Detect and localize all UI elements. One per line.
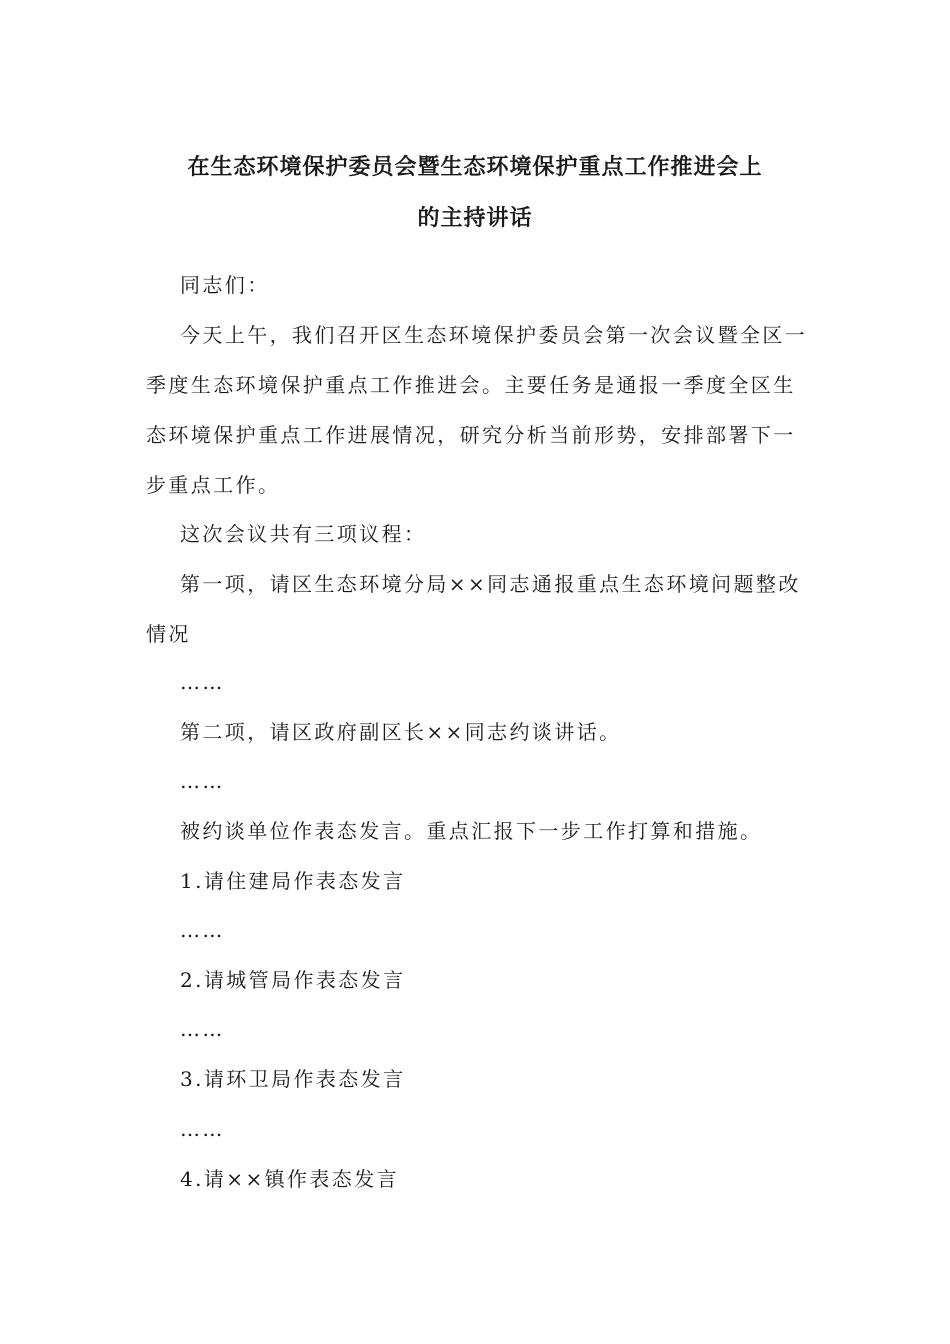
statement-item-3: 3.请环卫局作表态发言 bbox=[180, 1067, 406, 1091]
ellipsis-2: …… bbox=[180, 769, 225, 793]
ellipsis-3: …… bbox=[180, 918, 225, 942]
ellipsis-1: …… bbox=[180, 670, 225, 694]
intro-line-2: 季度生态环境保护重点工作推进会。主要任务是通报一季度全区生 bbox=[146, 373, 796, 397]
statement-item-1: 1.请住建局作表态发言 bbox=[180, 869, 406, 893]
intro-line-3: 态环境保护重点工作进展情况，研究分析当前形势，安排部署下一 bbox=[146, 423, 796, 447]
statement-item-4: 4.请××镇作表态发言 bbox=[180, 1167, 399, 1191]
statement-intro: 被约谈单位作表态发言。重点汇报下一步工作打算和措施。 bbox=[180, 819, 763, 843]
intro-line-4: 步重点工作。 bbox=[146, 473, 281, 497]
agenda-item-1-line-2: 情况 bbox=[146, 622, 191, 646]
intro-line-1: 今天上午，我们召开区生态环境保护委员会第一次会议暨全区一 bbox=[180, 323, 808, 347]
agenda-item-2: 第二项，请区政府副区长××同志约谈讲话。 bbox=[180, 720, 622, 744]
document-title-line-1: 在生态环境保护委员会暨生态环境保护重点工作推进会上 bbox=[187, 154, 763, 180]
ellipsis-4: …… bbox=[180, 1017, 225, 1041]
agenda-item-1-line-1: 第一项，请区生态环境分局××同志通报重点生态环境问题整改 bbox=[180, 572, 801, 596]
agenda-intro: 这次会议共有三项议程： bbox=[180, 522, 427, 546]
greeting: 同志们： bbox=[180, 273, 270, 297]
ellipsis-5: …… bbox=[180, 1117, 225, 1141]
document-title-line-2: 的主持讲话 bbox=[417, 205, 533, 231]
statement-item-2: 2.请城管局作表态发言 bbox=[180, 968, 406, 992]
